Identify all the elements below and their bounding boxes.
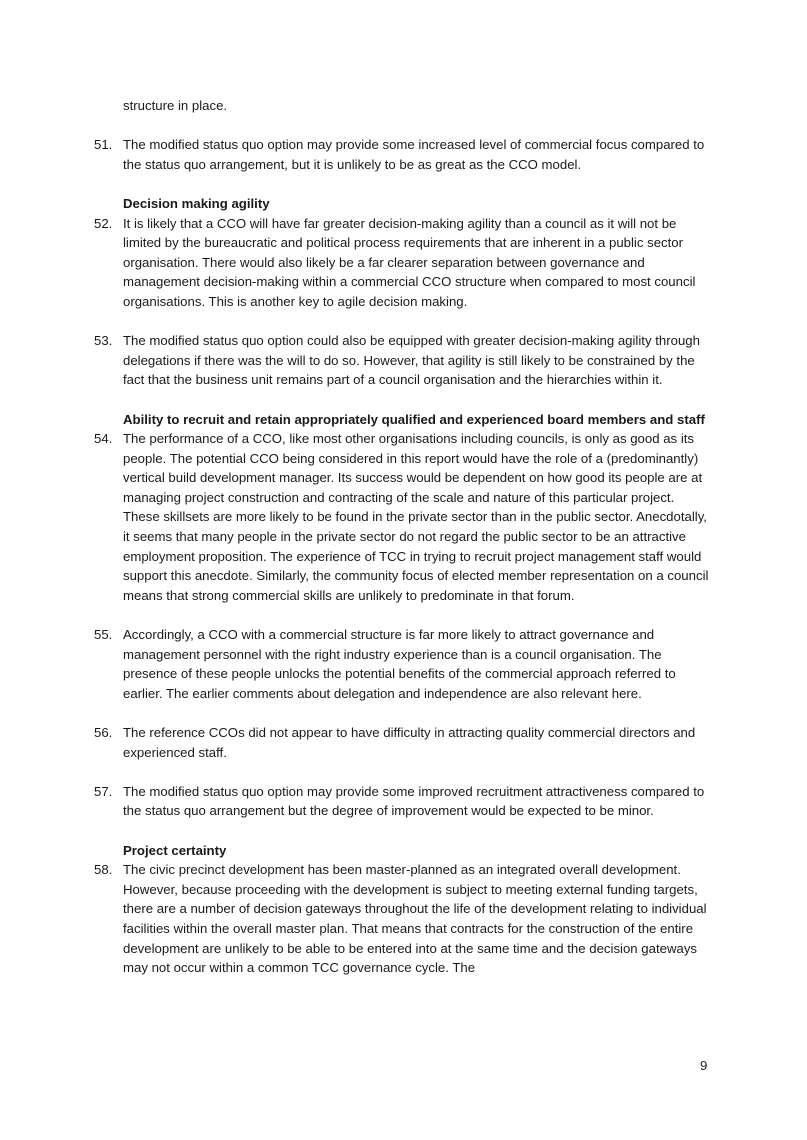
page-number: 9 [700,1058,708,1073]
continuation-text: structure in place. [123,98,228,113]
paragraph-number: 52. [94,215,113,231]
paragraph-text: Accordingly, a CCO with a commercial structure is far more likely to attract governance and management personnel with the right industry experience than is a council organisation. The presence of these people unlocks the potential benefits of the commercial approach referred to earlier. The earlier comments about delegation and independence are also relevant here. [123,627,676,701]
paragraph-51 [94,135,714,174]
paragraph-text: The civic precinct development has been master-planned as an integrated overall development. However, because proceeding with the development is subject to meeting external funding targets, there are a number of decision gateways throughout the life of the development relating to individual facilities within the overall master plan. That means that contracts for the construction of the entire development are unlikely to be able to be entered into at the same time and the decision gateways may not occur within a common TCC governance cycle. The [123,862,707,976]
paragraph-number: 55. [94,627,113,643]
paragraph-text: It is likely that a CCO will have far greater decision-making agility than a council as it will not be limited by the bureaucratic and political process requirements that are inherent in a public sector organisation. There would also likely be a far clearer separation between governance and management decision-making within a commercial CCO structure when compared to most council organisations. This is another key to agile decision making. [123,215,696,309]
paragraph-58 [94,860,714,978]
paragraph-number: 54. [94,431,113,447]
paragraph-number: 58. [94,862,113,878]
paragraph-text: The reference CCOs did not appear to have difficulty in attracting quality commercial directors and experienced staff. [123,725,696,760]
page-content [94,96,714,978]
paragraph-number: 57. [94,783,113,799]
paragraph-text: The modified status quo option may provide some increased level of commercial focus compared to the status quo arrangement, but it is unlikely to be as great as the CCO model. [123,137,705,172]
paragraph-54 [94,429,714,605]
paragraph-53 [94,331,714,390]
section-heading-decision-making-agility: Decision making agility [123,195,270,211]
paragraph-52 [94,214,714,312]
paragraph-56 [94,723,714,762]
paragraph-text: The modified status quo option may provide some improved recruitment attractiveness compared to the status quo arrangement but the degree of improvement would be expected to be minor. [123,783,705,819]
section-heading-project-certainty: Project certainty [123,842,227,858]
paragraph-text: The modified status quo option could also be equipped with greater decision-making agility through delegations if there was the will to do so. However, that agility is still likely to be constrained by the fact that the business unit remains part of a council organisation and the hierarchies within it. [123,333,700,388]
paragraph-number: 56. [94,725,113,740]
paragraph-text: The performance of a CCO, like most other organisations including councils, is only as good as its people. The potential CCO being considered in this report would have the role of a (predominantly) vertical build development manager. Its success would be dependent on how good its people are at managing project construction and contracting of the scale and nature of this particular project. These skillsets are more likely to be found in the private sector than in the public sector. Anecdotally, it seems that many people in the private sector do not regard the public sector to be an attractive employment proposition. The experience of TCC in trying to recruit project management staff would support this anecdote. Similarly, the community focus of elected member representation on a council means that strong commercial skills are unlikely to predominate in that forum. [123,431,709,603]
paragraph-57 [94,782,714,821]
paragraph-number: 51. [94,137,113,153]
paragraph-number: 53. [94,333,113,349]
paragraph-55 [94,625,714,703]
section-heading-recruit-and-retain: Ability to recruit and retain appropriately qualified and experienced board members and staff [123,411,705,427]
